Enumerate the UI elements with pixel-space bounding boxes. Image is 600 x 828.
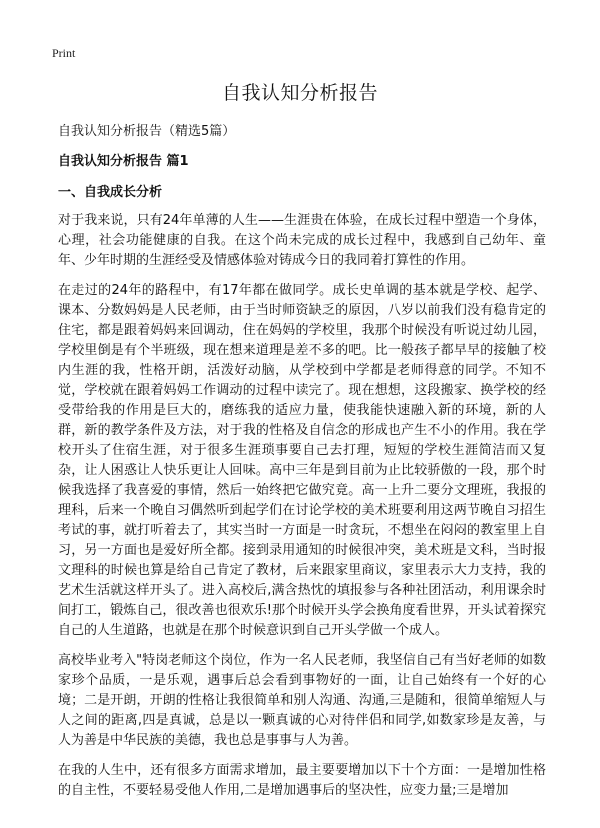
- paragraph-3: 高校毕业考入"特岗老师这个岗位，作为一名人民老师，我坚信自己有当好老师的如数家珍个品质，一是乐观，遇事后总会看到事物好的一面，让自己始终有一个好的心境；二是开朗，开朗的性格让我很简单和别人沟通、沟通,三是随和，很简单缩短人与人之间的距离,四是真诚，总是以一颗真诚的心对待伴侣和同学,如数家珍是友善，与人为善是中华民族的美德，我也总是事事与人为善。: [58, 653, 546, 748]
- document-subtitle: 自我认知分析报告（精选5篇）: [58, 124, 236, 139]
- paragraph-2: 在走过的24年的路程中，有17年都在做同学。成长史单调的基本就是学校、起学、课本、分数妈妈是人民老师，由于当时师资缺乏的原因，八岁以前我们没有稳肯定的住宅，都是跟着妈妈来回调动，住在妈妈的学校里，我那个时候没有听说过幼儿园，学校里倒是有个半班级，现在想来道理是差不多的吧。比一般孩子都早早的接触了校内生涯的我，性格开朗，活泼好动脑，从学校到中学都是老师得意的同学。不知不觉，学校就在跟着妈妈工作调动的过程中读完了。现在想想，这段搬家、换学校的经受带给我的作用是巨大的，磨练我的适应力量，使我能快速融入新的环境，新的人群，新的教学条件及方法，对于我的性格及自信念的形成也产生不小的作用。我在学校开头了住宿生涯，对于很多生涯琐事要自己去打理，短短的学校生涯简洁而又复杂，让人困惑让人快乐更让人回味。高中三年是到目前为止比较骄傲的一段，那个时候我选择了我喜爱的事情，然后一始终把它做究竟。高一上升二要分文理班，我报的理科，后来一个晚自习偶然听到起学们在讨论学校的美术班要利用这两节晚自习招生考试的事，就打听着去了，其实当时一方面是一时贪玩，不想坐在闷闷的教室里上自习，另一方面也是爱好所全都。接到录用通知的时候很冲突，美术班是文科，当时报文理科的时候也算是给自己肯定了教材，后来跟家里商议，家里表示大力支持，我的艺术生活就这样开头了。进入高校后,满含热忱的填报参与各种社团活动，利用课余时间打工，锻炼自己，很改善也很欢乐!那个时候开头学会换角度看世界，开头试着探究自己的人生道路，也就是在那个时候意识到自己开头学做一个成人。: [58, 283, 546, 638]
- section-heading: 自我认知分析报告 篇1: [58, 154, 189, 169]
- paragraph-1: 对于我来说，只有24年单薄的人生——生涯贵在体验，在成长过程中塑造一个身体，心理，社会功能健康的自我。在这个尚未完成的成长过程中，我感到自己幼年、童年、少年时期的生涯经受及情感体验对铸成今日的我同着打算性的作用。: [58, 213, 546, 268]
- print-label: Print: [52, 46, 76, 60]
- document-title: 自我认知分析报告: [221, 82, 378, 104]
- paragraph-4: 在我的人生中，还有很多方面需求增加，最主要要增加以下十个方面：一是增加性格的自主性，不要轻易受他人作用,二是增加遇事后的坚决性，应变力量;三是增加: [58, 763, 546, 798]
- document-body: [58, 211, 546, 811]
- sub-heading: 一、自我成长分析: [58, 185, 163, 200]
